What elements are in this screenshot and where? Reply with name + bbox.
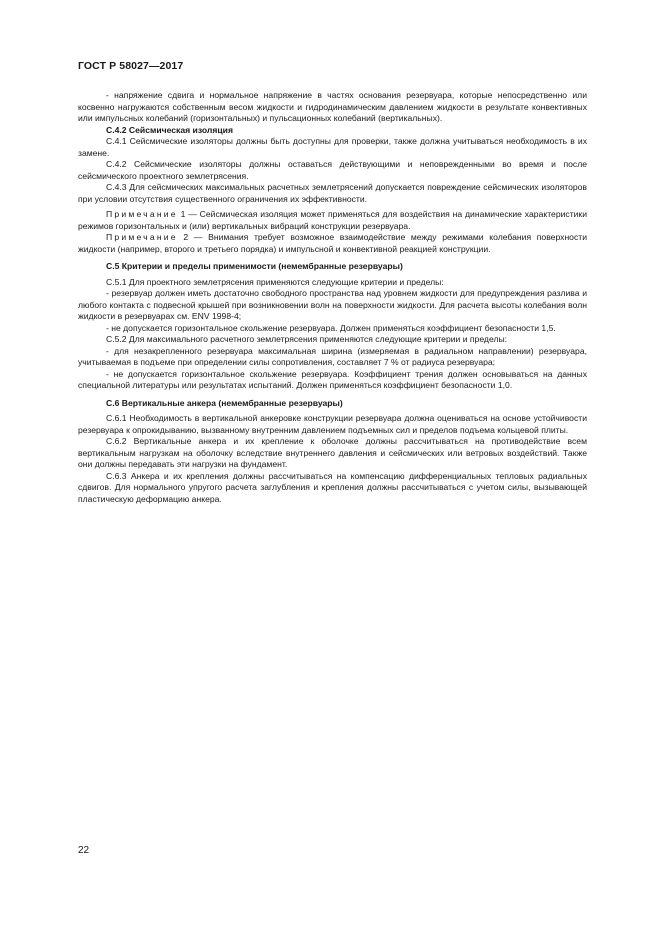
page-number: 22	[78, 845, 90, 856]
paragraph: - резервуар должен иметь достаточно свободного пространства над уровнем жидкости для предупреждения разлива и любого контакта с подвесной крышей при возникновении волн на поверхности жидкости. Для расчета высоты колебания волн жидкости в резервуарах см. ENV 1998-4;	[78, 288, 587, 321]
paragraph: С.6.3 Анкера и их крепления должны рассчитываться на компенсацию дифференциальных тепловых радиальных сдвигов. Для нормального упругого расчета заглубления и крепления должны рассчитываться с учетом силы, вызывающей пластическую деформацию анкера.	[78, 470, 587, 504]
note	[78, 209, 587, 232]
note-text: 1 — Сейсмическая изоляция может применяться для воздействия на динамические характеристики режимов горизонтальных и (или) вертикальных вибраций конструкции резервуара.	[78, 209, 587, 231]
section-heading: С.5 Критерии и пределы применимости (немембранные резервуары)	[106, 261, 403, 271]
note-text: 2 — Внимания требует возможное взаимодействие между режимами колебания поверхности жидкости (например, второго и третьего порядка) и импульсной и конвективной реакцией конструкции.	[78, 232, 587, 254]
paragraph: С.4.3 Для сейсмических максимальных расчетных землетрясений допускается повреждение сейсмических изоляторов при условии отсутствия существенного ограничения их эффективности.	[78, 182, 587, 204]
document-body	[78, 90, 587, 505]
document-header: ГОСТ Р 58027—2017	[78, 60, 184, 72]
paragraph: - не допускается горизонтальное скольжение резервуара. Должен применяться коэффициент безопасности 1,5.	[106, 322, 556, 333]
paragraph: С.5.1 Для проектного землетрясения применяются следующие критерии и пределы:	[106, 276, 444, 287]
paragraph: - для незакрепленного резервуара максимальная ширина (измеряемая в радиальном направлении) резервуара, учитываемая в подъеме при определении силы сопротивления, составляет 7 % от радиуса резервуара;	[78, 345, 587, 367]
section-heading: С.6 Вертикальные анкера (немембранные резервуары)	[106, 397, 343, 408]
note	[78, 232, 587, 255]
paragraph: С.5.2 Для максимального расчетного землетрясения применяются следующие критерии и пределы:	[106, 334, 508, 344]
note-label: Примечание	[106, 232, 178, 242]
paragraph: С.4.1 Сейсмические изоляторы должны быть доступны для проверки, также должна учитываться необходимость в их замене.	[78, 136, 587, 158]
paragraph: - напряжение сдвига и нормальное напряжение в частях основания резервуара, которые непосредственно или косвенно нагружаются собственным весом жидкости и гидродинамическим давлением жидкости в результате конвективных или импульсных колебаний (горизонтальных) и пульсационных колебаний (вертикальных).	[78, 90, 587, 123]
note-label: Примечание	[106, 209, 178, 219]
paragraph: - не допускается горизонтальное скольжение резервуара. Коэффициент трения должен основываться на данных специальной литературы или результатах испытаний. Должен применяться коэффициент безопасности 1,0.	[78, 368, 587, 390]
paragraph: С.4.2 Сейсмические изоляторы должны оставаться действующими и неповрежденными во время и после сейсмического проектного землетрясения.	[78, 159, 587, 181]
section-heading: С.4.2 Сейсмическая изоляция	[106, 124, 233, 135]
paragraph: С.6.2 Вертикальные анкера и их крепление к оболочке должны рассчитываться на противодействие всем вертикальным нагрузкам на оболочку вследствие внутреннего давления и сейсмических или ветровых воздействий. Также они должны передавать эти нагрузки на фундамент.	[78, 436, 587, 469]
paragraph: С.6.1 Необходимость в вертикальной анкеровке конструкции резервуара должна оцениваться на основе устойчивости резервуара к опрокидыванию, вызванному внутренним давлением подъемных сил и пределов подъема кольцевой плиты.	[78, 413, 587, 435]
